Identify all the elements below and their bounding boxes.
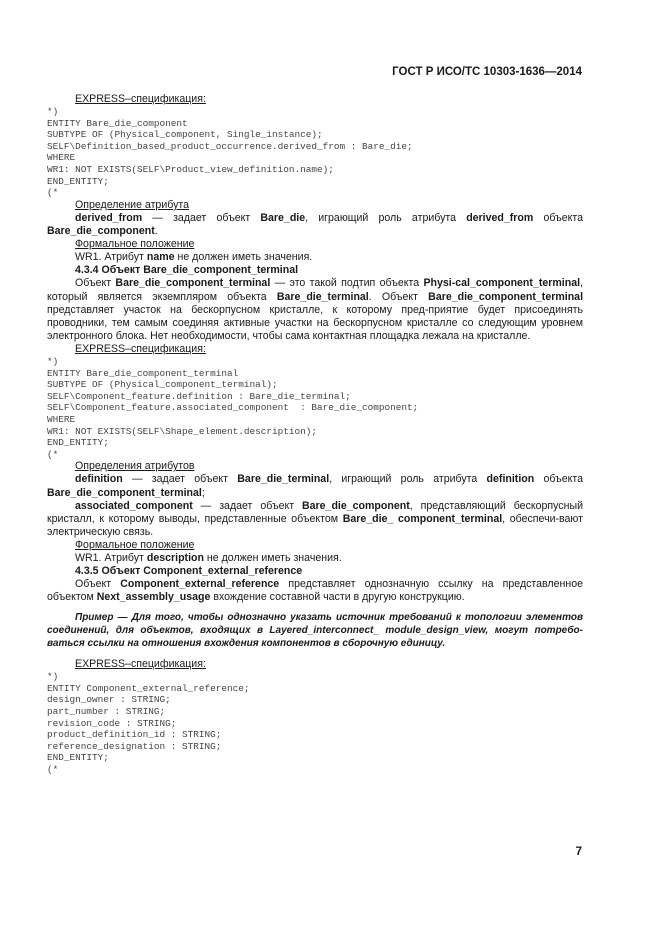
page-number: 7 (575, 846, 582, 858)
term: definition (486, 473, 535, 486)
term: definition (75, 473, 123, 486)
term: derived_from (466, 211, 534, 224)
term: Bare_die (260, 211, 306, 224)
where-rule (47, 251, 583, 264)
text: . (154, 225, 158, 238)
standard-header: ГОСТ Р ИСО/ТС 10303-1636—2014 (392, 66, 582, 78)
text: , представляющий бескорпусный кристалл, к которому выводы, представленные объектом (47, 499, 583, 525)
term: Bare_die_component_terminal (115, 277, 271, 290)
text: . Объект (368, 290, 429, 303)
text: представляет участок на бескорпусном кристалле, к которому пред-приятие будет присоединять проводники, тем самым соединяя активные участки на бескорпусном кристалле со следующим уровнем электронного блока. Нет необходимости, чтобы сама контактная площадка лежала на кристалле. (47, 303, 583, 342)
formal-provision-label (47, 238, 583, 251)
express-label (47, 93, 583, 106)
section-4-3-5-paragraph (47, 578, 583, 604)
text: объекта (534, 473, 583, 486)
section-heading-4-3-4: 4.3.4 Объект Bare_die_component_terminal (75, 264, 299, 277)
term: Bare_die_component (47, 225, 155, 238)
express-code-block: *) ENTITY Component_external_reference; design_owner : STRING; part_number : STRING; revision_code : STRING; product_definition_id : STRING; reference_designation : STRING; END_ENTITY; (* (47, 671, 250, 775)
where-rule (47, 552, 583, 565)
term: Bare_die_terminal (276, 290, 369, 303)
text: — задает объект (122, 473, 238, 486)
text: — задает объект (192, 499, 302, 512)
text: WR1. Атрибут (75, 551, 147, 564)
text: Объект (75, 578, 121, 591)
text: , играющий роль атрибута (305, 211, 467, 224)
attribute-definition-label (47, 199, 583, 212)
associated-component-attribute (47, 500, 583, 539)
term: Bare_die_terminal (237, 473, 330, 486)
term: associated_component (75, 499, 193, 512)
formal-provision-label-text: Формальное положение (75, 238, 195, 251)
attributes-definition-label-text: Определения атрибутов (75, 460, 195, 473)
express-label (47, 343, 583, 356)
express-label-text: EXPRESS–спецификация: (75, 93, 206, 105)
express-code-block: *) ENTITY Bare_die_component_terminal SUBTYPE OF (Physical_component_terminal); SELF\Component_feature.definition : Bare_die_terminal; SELF\Component_feature.associated_component : Bare_die_component; WHERE WR1: NOT EXISTS(SELF\Shape_element.description); END_ENTITY; (* (47, 355, 419, 460)
text: , обеспечи-вают электрическую связь. (47, 512, 583, 538)
text: ; (201, 486, 205, 499)
express-label (47, 658, 583, 671)
section-heading-4-3-5: 4.3.5 Объект Component_external_reference (75, 565, 303, 578)
term: Component_external_reference (120, 578, 280, 591)
page-content (47, 93, 583, 776)
attribute-definition-label-text: Определение атрибута (75, 198, 190, 211)
term: derived_from (75, 211, 143, 224)
text: Объект (75, 277, 116, 290)
formal-provision-label-text: Формальное положение (75, 538, 195, 551)
example-note: Пример — Для того, чтобы однозначно указать источник требований к топологии элементов соединений, для объектов, входящих в Layered_interconnect_ module_design_view, могут потребо-ваться ссылки на отношения вхождения компонентов в сборочную единицу. (47, 612, 583, 649)
text: не должен иметь значения. (174, 251, 313, 264)
term: Bare_die_component (302, 499, 410, 512)
text: объекта (533, 211, 583, 224)
section-4-3-4-paragraph (47, 277, 583, 342)
text: WR1. Атрибут (75, 251, 147, 264)
text: не должен иметь значения. (203, 551, 342, 564)
term: Physi-cal_component_terminal (423, 277, 581, 290)
express-label-text: EXPRESS–спецификация: (75, 342, 206, 355)
term: Bare_die_component_terminal (428, 290, 584, 303)
express-code-block: *) ENTITY Bare_die_component SUBTYPE OF (Physical_component, Single_instance); SELF\Definition_based_product_occurrence.derived_from : Bare_die; WHERE WR1: NOT EXISTS(SELF\Product_view_definition.name); END_ENTITY; (* (47, 106, 413, 199)
text: , который является экземпляром объекта (47, 277, 583, 303)
text: — это такой подтип объекта (270, 277, 424, 290)
term: name (146, 251, 175, 264)
term: Next_assembly_usage (96, 591, 211, 604)
text: представляет однозначную ссылку на представленное объектом (47, 578, 583, 604)
derived-from-definition (47, 212, 583, 238)
text: , играющий роль атрибута (329, 473, 487, 486)
express-label-text: EXPRESS–спецификация: (75, 658, 206, 671)
text: — задает объект (142, 211, 261, 224)
attributes-definition-label (47, 460, 583, 473)
definition-attribute (47, 473, 583, 499)
formal-provision-label (47, 539, 583, 552)
term: description (146, 551, 204, 564)
term: Bare_die_component_terminal (47, 486, 202, 499)
text: вхождение составной части в другую конструкцию. (210, 591, 465, 604)
term: Bare_die_ component_terminal (342, 512, 503, 525)
